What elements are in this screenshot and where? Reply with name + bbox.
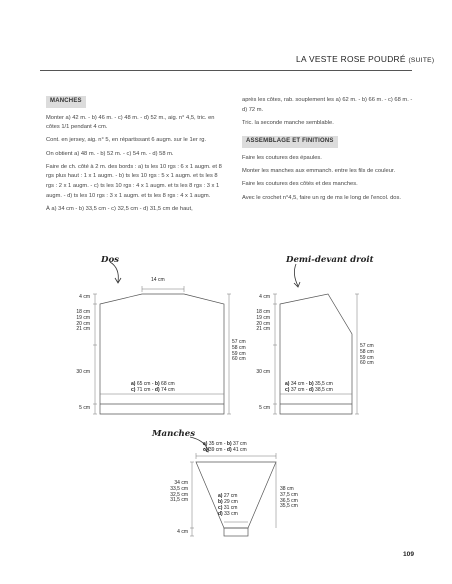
manches-heading: MANCHES [46, 96, 86, 108]
dos-outline [100, 294, 224, 414]
devant-outline [280, 294, 352, 414]
manche-seam-labels: 38 cm 37,5 cm 36,5 cm 35,5 cm [280, 486, 298, 510]
dos-body-label: 30 cm [76, 369, 90, 375]
manche-cuff-width-labels: a) 27 cm b) 29 cm c) 31 cm d) 33 cm [218, 493, 238, 517]
assemblage-heading: ASSEMBLAGE ET FINITIONS [242, 136, 338, 148]
devant-shoulder-label: 4 cm [259, 294, 270, 300]
header-suffix: (SUITE) [408, 57, 435, 64]
dos-title: Dos [101, 255, 120, 265]
manche-rib-label: 4 cm [177, 529, 188, 535]
devant-height-labels: 57 cm 58 cm 59 cm 60 cm [360, 343, 374, 367]
dos-height-labels: 57 cm 58 cm 59 cm 60 cm [232, 339, 246, 363]
devant-body-label: 30 cm [256, 369, 270, 375]
devant-title: Demi-devant droit [286, 255, 374, 265]
manche-cuff [224, 528, 248, 536]
devant-rib-label: 5 cm [259, 405, 270, 411]
devant-arrow [294, 264, 298, 286]
page-number: 109 [403, 551, 415, 558]
dos-shoulder-label: 4 cm [79, 294, 90, 300]
manches-paragraph: Faire de ch. côté à 2 m. des bords : a) ts les 10 rgs : 6 x 1 augm. et 8 rgs plus haut : 1 x 1 augm. - b) ts les 10 rgs : 5 x 1 augm. et ts les 8 rgs : 2 x 1 augm. - c) ts les 10 rgs : 4 x 1 augm. et ts les 8 rgs : 3 x 1 augm. - d) ts les 10 rgs : 3 x 1 augm. et ts les 8 rgs : 4 x 1 augm. [46, 163, 222, 199]
dos-neck-width: 14 cm [151, 277, 165, 283]
dos-arrow [110, 262, 118, 282]
manches-paragraph: On obtient a) 48 m. - b) 52 m. - c) 54 m. - d) 58 m. [46, 150, 174, 157]
manches-continuation: après les côtes, rab. souplement les a) 62 m. - b) 66 m. - c) 68 m. - d) 72 m. [242, 97, 413, 113]
dos-width-labels: a) 65 cm - b) 68 cm c) 71 cm - d) 74 cm [131, 381, 175, 393]
devant-width-labels: a) 34 cm - b) 35,5 cm c) 37 cm - d) 38,5 cm [285, 381, 333, 393]
manches-paragraph: Cont. en jersey, aig. n° 5, en répartissant 6 augm. sur le 1er rg. [46, 137, 207, 144]
assemblage-paragraph: Monter les manches aux emmanch. entre les fils de couleur. [242, 168, 396, 175]
manche-length-labels: 34 cm 33,5 cm 32,5 cm 31,5 cm [170, 480, 188, 504]
manches-continuation: Tric. la seconde manche semblable. [242, 119, 334, 126]
manche-top-width-labels: a) 35 cm - b) 37 cm c) 39 cm - d) 41 cm [203, 441, 247, 453]
manches-paragraph: À a) 34 cm - b) 33,5 cm - c) 32,5 cm - d) 31,5 cm de haut, [46, 205, 193, 212]
dos-armhole-labels: 18 cm 19 cm 20 cm 21 cm [76, 309, 90, 333]
devant-armhole-labels: 18 cm 19 cm 20 cm 21 cm [256, 309, 270, 333]
manches-paragraph: Monter a) 42 m. - b) 46 m. - c) 48 m. - d) 52 m., aig. n° 4,5, tric. en côtes 1/1 pendant 4 cm. [46, 114, 215, 131]
assemblage-paragraph: Avec le crochet n°4,5, faire un rg de ms le long de l'encol. dos. [242, 194, 401, 201]
assemblage-paragraph: Faire les coutures des épaules. [242, 154, 322, 161]
header-title: LA VESTE ROSE POUDRÉ [296, 54, 406, 64]
dos-rib-label: 5 cm [79, 405, 90, 411]
manches-title: Manches [152, 429, 196, 439]
assemblage-paragraph: Faire les coutures des côtés et des manches. [242, 181, 358, 188]
